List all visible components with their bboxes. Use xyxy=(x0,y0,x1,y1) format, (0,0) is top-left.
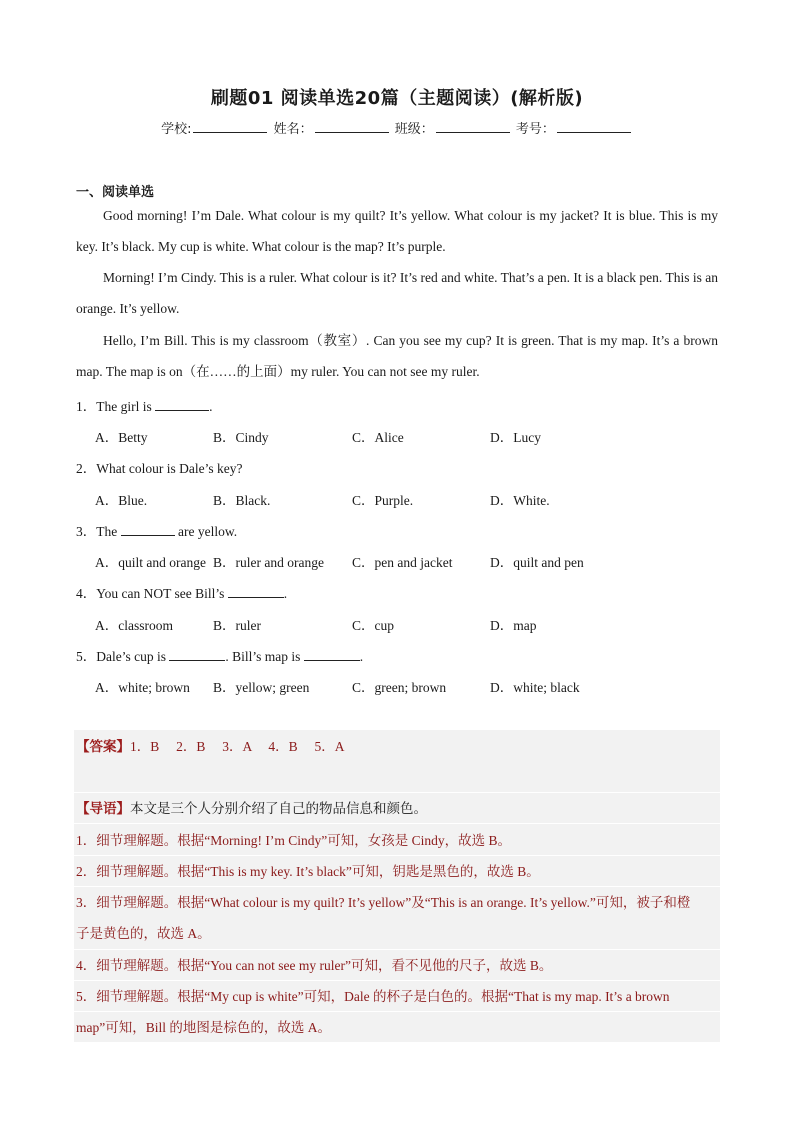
passage-dale: Good morning! I’m Dale. What colour is my quilt? It’s yellow. What colour is my jacket? It is blue. This is my key. It’s black. My cup is white. What colour is the map? It’s purple. xyxy=(76,208,718,254)
question-4: 4．You can NOT see Bill’s . xyxy=(76,586,288,601)
option-b[interactable]: B．yellow; green xyxy=(213,680,310,695)
answer-key xyxy=(76,731,718,763)
passage-cindy: Morning! I’m Cindy. This is a ruler. What colour is it? It’s red and white. That’s a pen. It is a black pen. This is an orange. It’s yellow. xyxy=(76,270,718,316)
option-b[interactable]: B．Cindy xyxy=(213,430,269,445)
explanation-1: 1．细节理解题。根据“Morning! I’m Cindy”可知，女孩是 Cindy，故选 B。 xyxy=(76,833,511,848)
option-a[interactable]: A．Betty xyxy=(95,430,148,445)
question-2-options xyxy=(95,489,715,509)
question-5-options xyxy=(95,676,715,696)
guide-label: 【导语】 xyxy=(76,801,130,817)
answer-blank[interactable] xyxy=(155,398,209,411)
option-d[interactable]: D．White. xyxy=(490,493,550,508)
explanation-3-cont: 子是黄色的，故选 A。 xyxy=(76,926,211,941)
option-d[interactable]: D．Lucy xyxy=(490,430,541,445)
guide-line xyxy=(76,793,718,825)
option-a[interactable]: A．classroom xyxy=(95,618,173,633)
question-4-options xyxy=(95,614,715,634)
question-5: 5．Dale’s cup is . Bill’s map is . xyxy=(76,649,364,664)
option-b[interactable]: B．ruler xyxy=(213,618,261,633)
option-a[interactable]: A．quilt and orange xyxy=(95,555,206,570)
option-c[interactable]: C．cup xyxy=(352,618,394,633)
option-b[interactable]: B．ruler and orange xyxy=(213,555,324,570)
number-label: 考号： xyxy=(515,122,555,137)
school-blank[interactable] xyxy=(193,120,267,133)
explanation-3: 3．细节理解题。根据“What colour is my quilt? It’s yellow”及“This is an orange. It’s yellow.”可知，被子和橙 xyxy=(76,895,691,910)
number-blank[interactable] xyxy=(557,120,631,133)
school-label: 学校: xyxy=(161,122,192,137)
option-d[interactable]: D．white; black xyxy=(490,680,580,695)
answer-label: 【答案】 xyxy=(76,739,130,755)
explanation-5-cont: map”可知，Bill 的地图是棕色的，故选 A。 xyxy=(76,1020,331,1035)
question-2: 2．What colour is Dale’s key? xyxy=(76,461,243,476)
section-heading: 一、阅读单选 xyxy=(76,185,155,200)
option-c[interactable]: C．green; brown xyxy=(352,680,447,695)
answer-blank[interactable] xyxy=(228,585,284,598)
question-3: 3．The are yellow. xyxy=(76,524,238,539)
question-3-options xyxy=(95,551,715,571)
class-blank[interactable] xyxy=(436,120,510,133)
answer-blank[interactable] xyxy=(304,648,360,661)
student-info-line xyxy=(0,118,794,137)
option-d[interactable]: D．quilt and pen xyxy=(490,555,584,570)
option-a[interactable]: A．white; brown xyxy=(95,680,190,695)
option-a[interactable]: A．Blue. xyxy=(95,493,148,508)
class-label: 班级： xyxy=(394,122,434,137)
option-b[interactable]: B．Black. xyxy=(213,493,271,508)
question-1: 1．The girl is . xyxy=(76,399,213,414)
option-c[interactable]: C．pen and jacket xyxy=(352,555,453,570)
explanation-5: 5．细节理解题。根据“My cup is white”可知，Dale 的杯子是白色的。根据“That is my map. It’s a brown xyxy=(76,989,670,1004)
name-label: 姓名： xyxy=(273,122,313,137)
guide-text: 本文是三个人分别介绍了自己的物品信息和颜色。 xyxy=(130,801,427,816)
explanation-4: 4．细节理解题。根据“You can not see my ruler”可知，看不见他的尺子，故选 B。 xyxy=(76,958,553,973)
option-c[interactable]: C．Purple. xyxy=(352,493,414,508)
answer-blank[interactable] xyxy=(121,523,175,536)
explanation-2: 2．细节理解题。根据“This is my key. It’s black”可知，钥匙是黑色的，故选 B。 xyxy=(76,864,540,879)
name-blank[interactable] xyxy=(315,120,389,133)
answer-text: 1．B 2．B 3．A 4．B 5．A xyxy=(130,739,345,754)
page-title: 刷题01 阅读单选20篇（主题阅读）(解析版) xyxy=(210,88,584,109)
option-c[interactable]: C．Alice xyxy=(352,430,404,445)
passage-bill: Hello, I’m Bill. This is my classroom（教室）. Can you see my cup? It is green. That is my map. It’s a brown map. The map is on（在……的上面）my ruler. You can not see my ruler. xyxy=(76,333,718,379)
option-d[interactable]: D．map xyxy=(490,618,537,633)
answer-blank[interactable] xyxy=(169,648,225,661)
question-1-options xyxy=(95,426,715,446)
